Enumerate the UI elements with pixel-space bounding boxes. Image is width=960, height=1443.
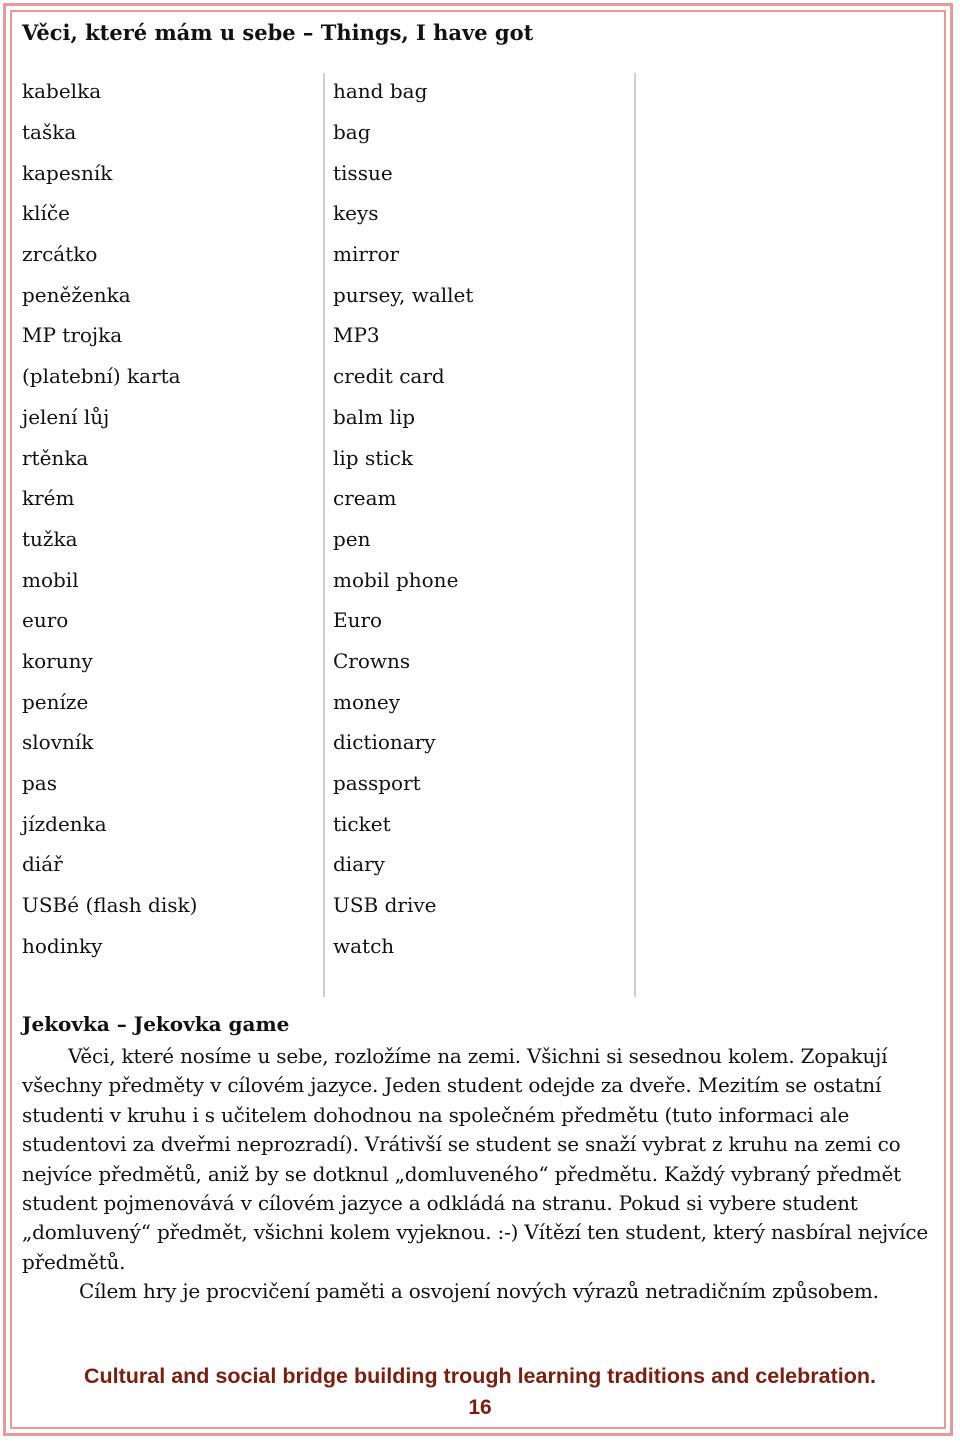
vocab-row	[22, 193, 642, 234]
game-description	[22, 1042, 937, 1307]
vocab-row	[22, 315, 642, 356]
vocab-english-word: watch	[333, 933, 395, 958]
vocab-row	[22, 519, 642, 560]
vocab-row	[22, 274, 642, 315]
vocab-row	[22, 397, 642, 438]
vocab-czech-word: peněženka	[22, 282, 131, 307]
vocab-czech-word: jízdenka	[22, 811, 107, 836]
vocab-english-word: balm lip	[333, 404, 416, 429]
game-rules-paragraph: Věci, které nosíme u sebe, rozložíme na zemi. Všichni si sesednou kolem. Zopakují všechny předměty v cílovém jazyce. Jeden student odejde za dveře. Mezitím se ostatní studenti v kruhu i s učitelem dohodnou na společném předmětu (tuto informaci ale studentovi za dveřmi neprozradí). Vrátivší se student se snaží vybrat z kruhu na zemi co nejvíce předmětů, aniž by se dotknul „domluveného“ předmětu. Každý vybraný předmět student pojmenovává v cílovém jazyce a odkládá na stranu. Pokud si vybere student „domluvený“ předmět, všichni kolem vyjeknou. :-) Vítězí ten student, který nasbíral nejvíce předmětů.	[22, 1044, 928, 1274]
vocab-english-word: passport	[333, 771, 421, 796]
vocab-english-word: Euro	[333, 608, 383, 633]
vocab-row	[22, 641, 642, 682]
vocab-czech-word: diář	[22, 852, 63, 877]
vocab-english-word: dictionary	[333, 730, 436, 755]
vocab-czech-word: jelení lůj	[22, 404, 110, 429]
vocab-czech-word: koruny	[22, 648, 93, 673]
vocab-english-word: lip stick	[333, 445, 413, 470]
vocab-czech-word: pas	[22, 771, 57, 796]
vocab-english-word: USB drive	[333, 893, 437, 918]
vocab-row	[22, 600, 642, 641]
vocab-english-word: pursey, wallet	[333, 282, 474, 307]
vocab-english-word: bag	[333, 120, 371, 145]
vocab-czech-word: taška	[22, 120, 77, 145]
vocab-row	[22, 803, 642, 844]
vocab-english-word: MP3	[333, 323, 380, 348]
vocab-english-word: Crowns	[333, 648, 411, 673]
footer-slogan: Cultural and social bridge building trough learning traditions and celebration.	[84, 1364, 876, 1388]
vocab-czech-word: krém	[22, 486, 75, 511]
vocab-czech-word: euro	[22, 608, 69, 633]
page-number: 16	[468, 1396, 492, 1419]
vocab-czech-word: hodinky	[22, 933, 103, 958]
vocab-czech-word: kapesník	[22, 160, 113, 185]
vocab-czech-word: zrcátko	[22, 242, 98, 267]
vocab-row	[22, 71, 642, 112]
vocab-row	[22, 885, 642, 926]
vocab-czech-word: kabelka	[22, 79, 102, 104]
game-heading: Jekovka – Jekovka game	[22, 1012, 290, 1036]
vocab-row	[22, 763, 642, 804]
vocab-english-word: hand bag	[333, 79, 428, 104]
vocab-czech-word: USBé (flash disk)	[22, 893, 198, 918]
vocab-row	[22, 844, 642, 885]
vocab-row	[22, 478, 642, 519]
vocab-czech-word: rtěnka	[22, 445, 89, 470]
vocab-english-word: mobil phone	[333, 567, 459, 592]
vocab-row	[22, 234, 642, 275]
vocab-english-word: diary	[333, 852, 385, 877]
vocab-czech-word: slovník	[22, 730, 94, 755]
vocab-row	[22, 152, 642, 193]
vocab-english-word: keys	[333, 201, 379, 226]
vocab-row	[22, 925, 642, 966]
vocab-row	[22, 356, 642, 397]
vocab-czech-word: klíče	[22, 201, 70, 226]
vocab-english-word: ticket	[333, 811, 391, 836]
vocab-english-word: cream	[333, 486, 397, 511]
game-goal-paragraph: Cílem hry je procvičení paměti a osvojení nových výrazů netradičním způsobem.	[79, 1279, 879, 1304]
vocab-english-word: mirror	[333, 242, 400, 267]
vocab-czech-word: (platební) karta	[22, 364, 181, 389]
vocab-english-word: tissue	[333, 160, 393, 185]
vocab-czech-word: MP trojka	[22, 323, 123, 348]
vocab-english-word: pen	[333, 526, 371, 551]
vocab-row	[22, 437, 642, 478]
page-title: Věci, které mám u sebe – Things, I have got	[22, 20, 534, 45]
vocab-english-word: credit card	[333, 364, 445, 389]
vocab-english-word: money	[333, 689, 401, 714]
vocab-czech-word: peníze	[22, 689, 89, 714]
vocabulary-table	[22, 71, 642, 966]
vocab-row	[22, 112, 642, 153]
vocab-row	[22, 722, 642, 763]
vocab-czech-word: tužka	[22, 526, 78, 551]
vocab-czech-word: mobil	[22, 567, 79, 592]
vocab-row	[22, 559, 642, 600]
vocab-row	[22, 681, 642, 722]
